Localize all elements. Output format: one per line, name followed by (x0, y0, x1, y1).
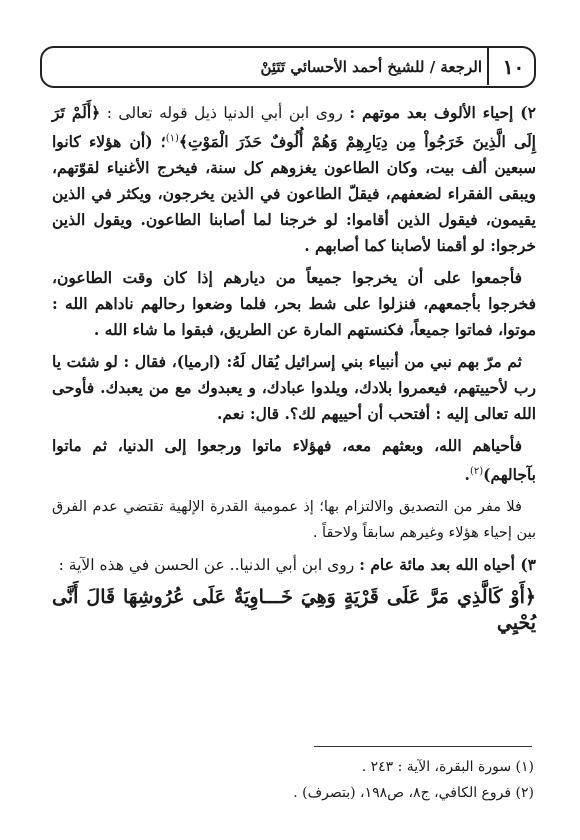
footnote-1: (١) سورة البقرة، الآية : ٢٤٣ . (361, 759, 534, 775)
paragraph-4-text: فأحياهم الله، وبعثهم معه، فهؤلاء ماتوا ورجعوا إلى الدنيا، ثم ماتوا بآجالهم) (52, 436, 536, 485)
paragraph-6 (52, 552, 536, 578)
section-title-2: ٢) إحياء الألوف بعد موتهم : (349, 103, 536, 122)
footnote-2: (٢) فروع الكافي، ج٨، ص١٩٨، (بتصرف) . (293, 785, 534, 801)
page-header (40, 46, 536, 88)
section-title-3: ٣) أحياه الله بعد مائة عام : (359, 555, 536, 575)
paragraph-4-end: . (464, 465, 470, 485)
footnote-ref-2: (٢) (469, 466, 484, 478)
paragraph-1-body: ؛ (أن هؤلاء كانوا سبعين ألف بيت، وكان الطاعون يغزوهم كل سنة، فيخرج الأغنياء لقوّتهم، ويبقى الفقراء لضعفهم، فيقلّ الطاعون في الذين يخرجون، ويكثر في الذين يقيمون، فيقول الذين أقاموا: لو خرجنا لما أصابنا الطاعون. ويقول الذين خرجوا: لو أقمنا لأصابنا كما أصابهم . (52, 132, 536, 256)
paragraph-2: فأجمعوا على أن يخرجوا جميعاً من ديارهم إذا كان وقت الطاعون، فخرجوا بأجمعهم، فنزلوا على شط بحر، فلما وضعوا رحالهم ناداهم الله : موتوا، فماتوا جميعاً، فكنستهم المارة عن الطريق، فبقوا ما شاء الله . (52, 268, 536, 340)
paragraph-1-intro: روى ابن أبي الدنيا ذيل قوله تعالى : (106, 104, 343, 122)
footnote-ref-1: (١) (165, 133, 179, 144)
paragraph-4 (52, 433, 536, 488)
main-text (52, 100, 536, 636)
footnotes (64, 754, 534, 806)
paragraph-3: ثم مرّ بهم نبي من أنبياء بني إسرائيل يُقال لَهُ: (ارميا)، فقال : لو شئت يا رب لأحييتهم، فيعمروا بلادك، ويلدوا عبادك، و يعبدوك مع من يعبدك. فأوحى الله تعالى إليه : أفتحب أن أحييهم لك؟. قال: نعم. (52, 352, 536, 424)
paragraph-5: فلا مفر من التصديق والالتزام بها؛ إذ عمومية القدرة الإلهية تقتضي عدم الفرق بين إحياء هؤلاء وغيرهم سابقاً ولاحقاً . (52, 499, 536, 542)
paragraph-6-intro: روى ابن أبي الدنيا.. عن الحسن في هذه الآية : (58, 556, 355, 575)
page-number: ١٠ (487, 48, 538, 85)
paragraph-1 (52, 100, 536, 259)
running-head: الرجعة / للشيخ أحمد الأحسائي تَتَئِنْ (260, 57, 482, 76)
quran-verse-2: ﴿أَوْ كَالَّذِي مَرَّ عَلَى قَرْيَةٍ وَهِيَ خَـــاوِيَةٌ عَلَى عُرُوشِهَا قَالَ أَنَّى يُحْيِي (52, 586, 536, 635)
footnote-divider (314, 746, 532, 747)
quran-verse-1: ﴿أَلَمْ تَرَ إِلَى الَّذِينَ خَرَجُواْ مِن دِيَارِهِمْ وَهُمْ أُلُوفٌ حَذَرَ الْمَوْتِ﴾ (52, 103, 536, 152)
